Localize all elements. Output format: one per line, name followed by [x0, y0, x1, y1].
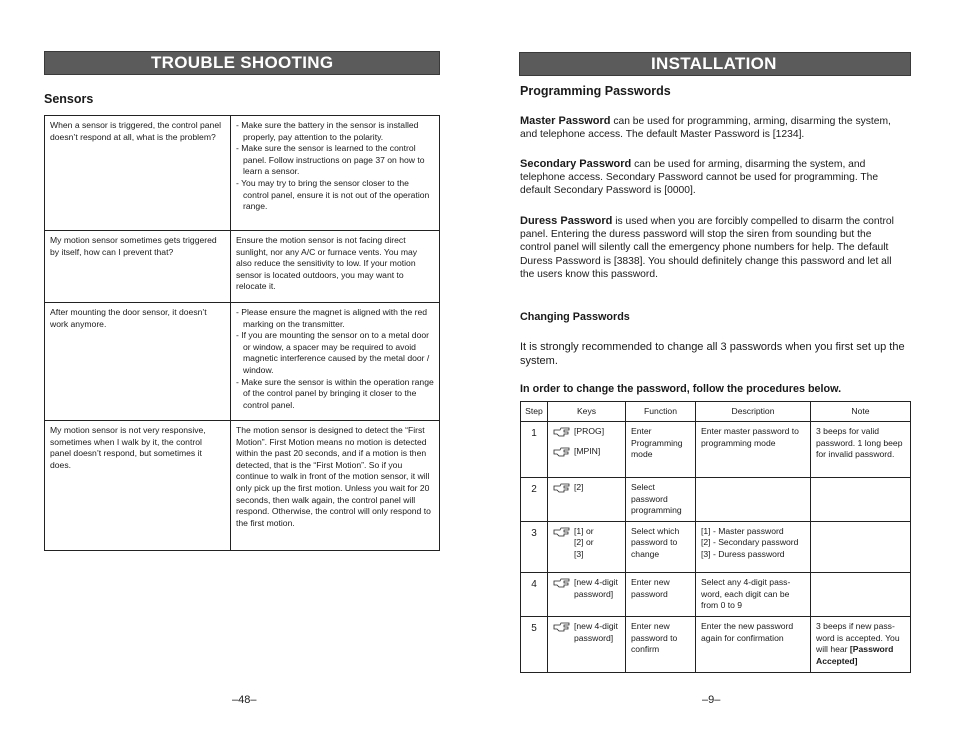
- function-cell: Select password programming: [626, 478, 696, 522]
- function-cell: Enter new password: [626, 573, 696, 617]
- question-cell: My motion sensor is not very responsive, sometimes when I walk by it, the control panel doesn’t respond, but sometimes it does.: [45, 421, 231, 551]
- keys-cell: [new 4-digit password]: [548, 573, 626, 617]
- keys-cell: [1] or [2] or [3]: [548, 521, 626, 573]
- pointing-hand-icon: [553, 446, 571, 458]
- step-number: 3: [521, 521, 548, 573]
- keys-cell: [2]: [548, 478, 626, 522]
- note-cell: [811, 573, 911, 617]
- answer-cell: The motion sensor is designed to detect the “First Motion”. First Motion means no motion is detected within the past 20 seconds, and if a motion is then detected, that is the “First Motion”. So if you continue to walk in front of the motion sensor, it will only pick up the first motion. Unless you wait for 20 seconds, then walk again, the control panel will respond. Otherwise, the control will only respond to the first motion.: [231, 421, 440, 551]
- programming-passwords-heading: Programming Passwords: [520, 84, 671, 98]
- table-header-row: [521, 402, 911, 422]
- pointing-hand-icon: [553, 426, 571, 438]
- header-step: Step: [521, 402, 548, 422]
- note-cell: 3 beeps if new pass-word is accepted. You will hear [Password Accepted]: [811, 617, 911, 673]
- note-cell: [811, 478, 911, 522]
- table-row: [45, 303, 440, 421]
- pointing-hand-icon: [553, 482, 571, 494]
- function-cell: Enter new password to confirm: [626, 617, 696, 673]
- header-keys: Keys: [548, 402, 626, 422]
- function-cell: Select which password to change: [626, 521, 696, 573]
- table-row: [521, 617, 911, 673]
- page-number-right: –9–: [702, 694, 721, 706]
- function-cell: Enter Programming mode: [626, 422, 696, 478]
- page-number-left: –48–: [232, 694, 257, 706]
- table-row: [521, 422, 911, 478]
- table-row: [521, 573, 911, 617]
- table-row: [45, 116, 440, 231]
- troubleshooting-table: [44, 115, 440, 551]
- question-cell: My motion sensor sometimes gets triggered by itself, how can I prevent that?: [45, 231, 231, 303]
- changing-passwords-heading: Changing Passwords: [520, 311, 630, 323]
- table-row: [45, 421, 440, 551]
- description-cell: [696, 478, 811, 522]
- step-number: 4: [521, 573, 548, 617]
- answer-cell: Ensure the motion sensor is not facing direct sunlight, nor any A/C or furnace vents. You may also reduce the sensitivity to low. If your motion sensor is located outdoors, you may want to relocate it.: [231, 231, 440, 303]
- table-row: [521, 478, 911, 522]
- pointing-hand-icon: [553, 621, 571, 633]
- answer-cell: - Please ensure the magnet is aligned with the red marking on the transmitter. - If you are mounting the sensor on to a metal door or window, a spacer may be required to avoid magnetic interference caused by the metal door / window. - Make sure the sensor is within the operation range of the control panel by bringing it closer to the control panel.: [231, 303, 440, 421]
- question-cell: When a sensor is triggered, the control panel doesn’t respond at all, what is the problem?: [45, 116, 231, 231]
- changing-passwords-text: It is strongly recommended to change all 3 passwords when you first set up the system.: [520, 341, 905, 367]
- pointing-hand-icon: [553, 577, 571, 589]
- header-description: Description: [696, 402, 811, 422]
- answer-cell: - Make sure the battery in the sensor is installed properly, pay attention to the polarity. - Make sure the sensor is learned to the control panel. Follow instructions on page 37 on how to learn a sensor. - You may try to bring the sensor closer to the control panel, ensure it is not out of the operation range.: [231, 116, 440, 231]
- sensors-heading: Sensors: [44, 92, 94, 106]
- secondary-password-paragraph: Secondary Password can be used for arming, disarming the system, and telephone access. Secondary Password cannot be used for programming. The default Secondary Password is [0000].: [520, 158, 879, 197]
- description-cell: Enter master password to programming mode: [696, 422, 811, 478]
- note-cell: 3 beeps for valid password. 1 long beep for invalid password.: [811, 422, 911, 478]
- table-row: [521, 521, 911, 573]
- installation-header: INSTALLATION: [519, 52, 911, 76]
- header-function: Function: [626, 402, 696, 422]
- keys-cell: [PROG] [MPIN]: [548, 422, 626, 478]
- description-cell: [1] - Master password [2] - Secondary password [3] - Duress password: [696, 521, 811, 573]
- question-cell: After mounting the door sensor, it doesn’t work anymore.: [45, 303, 231, 421]
- master-password-paragraph: Master Password can be used for programming, arming, disarming the system, and telephone access. The default Master Password is [1234].: [520, 115, 891, 141]
- header-note: Note: [811, 402, 911, 422]
- keys-cell: [new 4-digit password]: [548, 617, 626, 673]
- step-number: 1: [521, 422, 548, 478]
- password-steps-table: [520, 401, 911, 673]
- step-number: 5: [521, 617, 548, 673]
- pointing-hand-icon: [553, 526, 571, 538]
- table-row: [45, 231, 440, 303]
- procedure-heading: In order to change the password, follow the procedures below.: [520, 383, 842, 395]
- duress-password-paragraph: Duress Password is used when you are forcibly compelled to disarm the control panel. Entering the duress password will stop the siren from sounding but the control panel will silently call the emergency phone numbers for help. The default Duress Password is [3838]. You should definitely change this password and let all the users know this password.: [520, 215, 894, 280]
- description-cell: Enter the new password again for confirmation: [696, 617, 811, 673]
- description-cell: Select any 4-digit pass-word, each digit can be from 0 to 9: [696, 573, 811, 617]
- trouble-shooting-header: TROUBLE SHOOTING: [44, 51, 440, 75]
- step-number: 2: [521, 478, 548, 522]
- note-cell: [811, 521, 911, 573]
